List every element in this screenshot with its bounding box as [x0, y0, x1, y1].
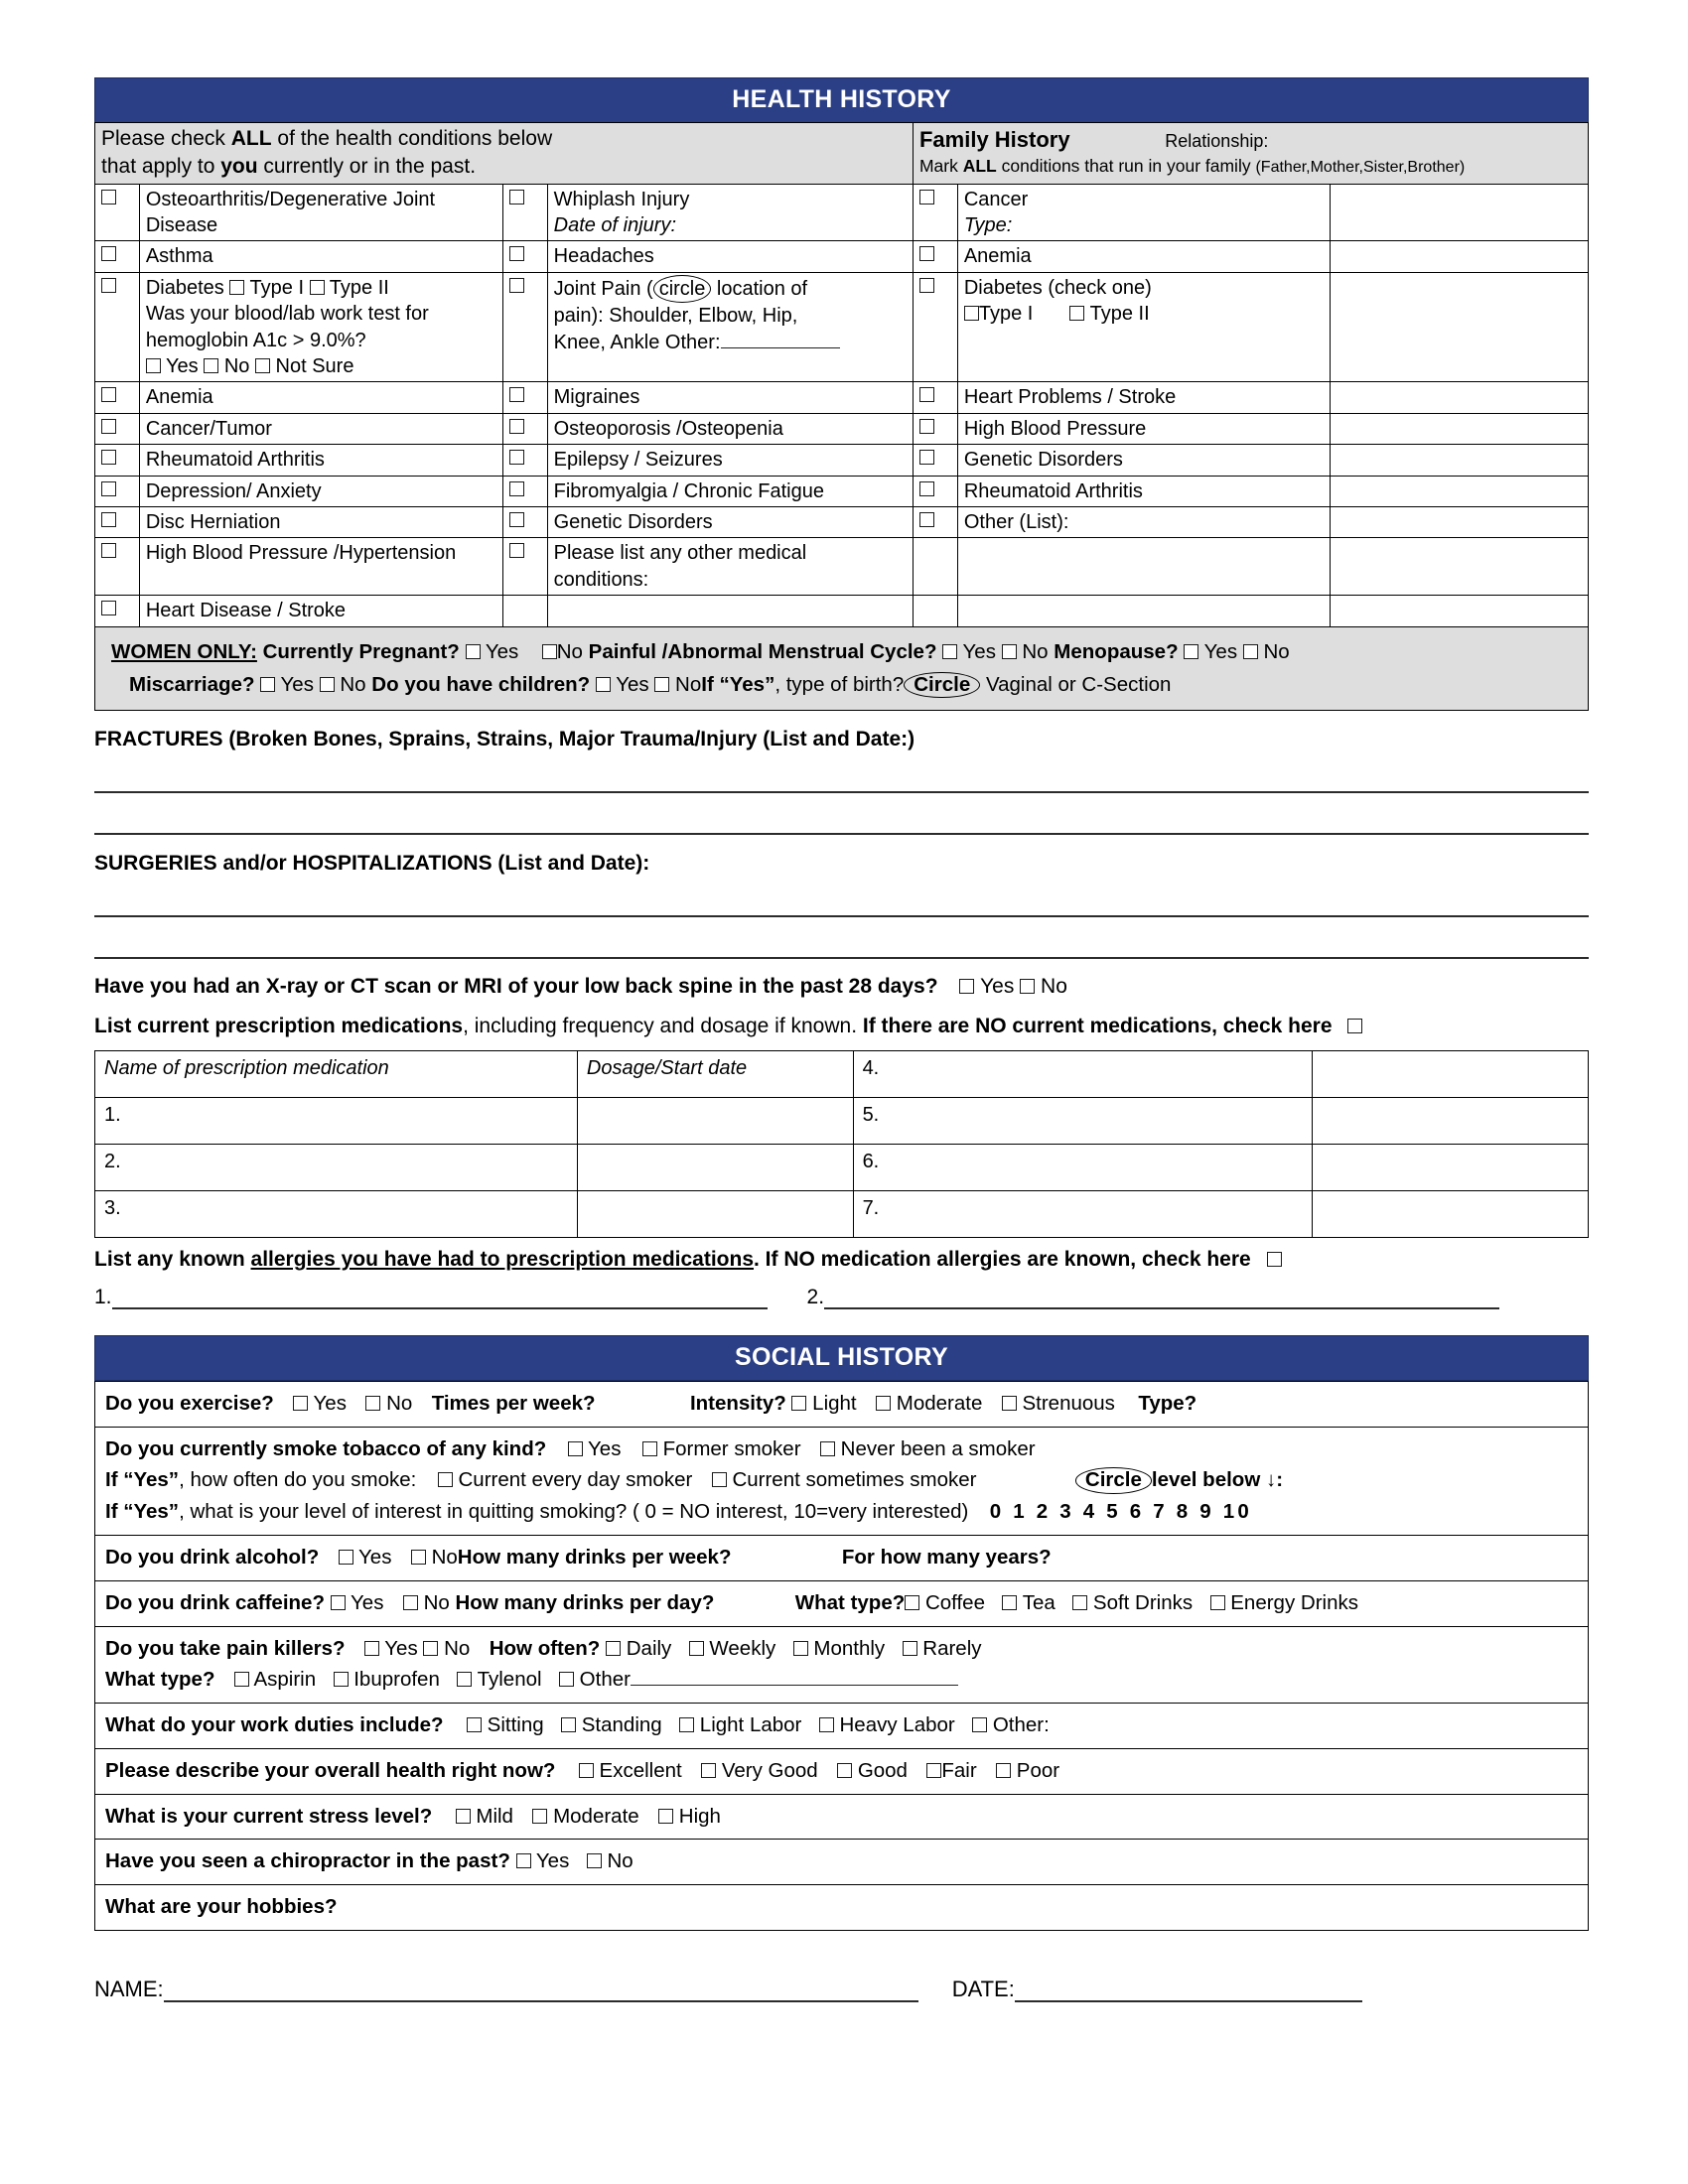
checkbox-a1c-yes[interactable]	[146, 358, 161, 373]
checkbox-icon[interactable]	[509, 481, 524, 496]
checkbox-painkillers-monthly[interactable]	[793, 1641, 808, 1656]
checkbox-xray-no[interactable]	[1020, 979, 1035, 994]
label-fam-anemia: Anemia	[957, 241, 1330, 272]
checkbox-painkillers-other[interactable]	[559, 1672, 574, 1687]
social-row-alcohol	[95, 1536, 1589, 1581]
painkillers-other-input[interactable]	[631, 1669, 958, 1686]
fractures-line-1[interactable]	[94, 763, 1589, 793]
label-self-disc: Disc Herniation	[139, 506, 502, 537]
painkillers-cell	[95, 1626, 1589, 1704]
checkbox-icon[interactable]	[919, 512, 934, 527]
relationship-input-cancer[interactable]	[1331, 184, 1589, 241]
checkbox-health-poor[interactable]	[996, 1763, 1011, 1778]
label-mid-genetic: Genetic Disorders	[547, 506, 913, 537]
label-fam-cancer: Cancer Type:	[957, 184, 1330, 241]
condition-row	[95, 184, 1589, 241]
allergies-row: List any known allergies you have had to prescription medications. If NO medication allergies are known, check here	[94, 1248, 1589, 1272]
checkbox-work-sitting[interactable]	[467, 1717, 482, 1732]
checkbox-caffeine-tea[interactable]	[1002, 1595, 1017, 1610]
label-self-diabetes: Diabetes Type I Type II Was your blood/lab work test for hemoglobin A1c > 9.0%? Yes No Not Sure	[139, 272, 502, 382]
medication-row-5[interactable]: 5.	[853, 1097, 1313, 1144]
label-mid-fibromyalgia: Fibromyalgia / Chronic Fatigue	[547, 476, 913, 506]
medications-table	[94, 1050, 1589, 1238]
circle-annotation: Circle	[1075, 1467, 1152, 1494]
name-input[interactable]	[164, 1980, 918, 2002]
circle-annotation: Circle	[904, 672, 980, 699]
intensity-label: Intensity?	[689, 1391, 786, 1415]
label-self-ra: Rheumatoid Arthritis	[139, 445, 502, 476]
checkbox-icon[interactable]	[101, 512, 116, 527]
checkbox-children-no[interactable]	[654, 677, 669, 692]
checkbox-icon[interactable]	[101, 481, 116, 496]
checkbox-mid-epilepsy[interactable]	[502, 445, 547, 476]
self-instruction-line1: Please check ALL of the health conditions below	[101, 127, 553, 150]
checkbox-alcohol-yes[interactable]	[339, 1550, 353, 1565]
checkbox-a1c-no[interactable]	[204, 358, 218, 373]
checkbox-exercise-yes[interactable]	[293, 1396, 308, 1411]
surgeries-line-2[interactable]	[94, 929, 1589, 959]
condition-row	[95, 596, 1589, 626]
checkbox-painkillers-ibuprofen[interactable]	[334, 1672, 349, 1687]
checkbox-intensity-strenuous[interactable]	[1002, 1396, 1017, 1411]
table-row	[95, 1190, 1589, 1237]
checkbox-smoke-everyday[interactable]	[438, 1472, 453, 1487]
medication-dosage-6[interactable]	[1313, 1144, 1589, 1190]
checkbox-mid-whiplash[interactable]	[502, 184, 547, 241]
checkbox-intensity-moderate[interactable]	[876, 1396, 891, 1411]
drinks-per-day-label: How many drinks per day?	[455, 1590, 715, 1614]
medication-dosage-5[interactable]	[1313, 1097, 1589, 1144]
checkbox-painkillers-yes[interactable]	[364, 1641, 379, 1656]
checkbox-fam-genetic[interactable]	[913, 445, 957, 476]
checkbox-icon[interactable]	[101, 450, 116, 465]
checkbox-icon[interactable]	[919, 419, 934, 434]
hobbies-question: What are your hobbies?	[105, 1895, 338, 1919]
condition-row	[95, 241, 1589, 272]
birth-options: Vaginal or C-Section	[985, 672, 1172, 696]
circle-annotation: circle	[653, 275, 712, 303]
empty-cell	[1331, 596, 1589, 626]
checkbox-stress-moderate[interactable]	[532, 1809, 547, 1824]
checkbox-self-diabetes[interactable]	[95, 272, 140, 382]
medications-header-row	[95, 1050, 1589, 1097]
relationship-input-heart[interactable]	[1331, 382, 1589, 413]
painkillers-line2: What type? Aspirin Ibuprofen Tylenol Other	[105, 1664, 1578, 1696]
how-often-label: How often?	[489, 1636, 601, 1660]
work-cell: What do your work duties include? Sitting Standing Light Labor Heavy Labor Other:	[95, 1704, 1589, 1749]
checkbox-intensity-light[interactable]	[791, 1396, 806, 1411]
checkbox-no-medications[interactable]	[1347, 1019, 1362, 1033]
health-conditions-table	[94, 122, 1589, 627]
medications-intro-bold: List current prescription medications	[94, 1014, 464, 1037]
self-instruction-line2: that apply to you currently or in the past.	[101, 155, 477, 179]
menstrual-question: Painful /Abnormal Menstrual Cycle?	[588, 639, 937, 663]
date-of-injury-label: Date of injury:	[553, 214, 677, 237]
allergies-input-row	[94, 1286, 1589, 1309]
checkbox-fam-hbp[interactable]	[913, 413, 957, 444]
label-mid-whiplash: Whiplash Injury Date of injury:	[547, 184, 913, 241]
hobbies-cell[interactable]	[95, 1885, 1589, 1931]
xray-question: Have you had an X-ray or CT scan or MRI of your low back spine in the past 28 days?	[94, 974, 938, 998]
family-instruction-cell	[913, 123, 1588, 185]
family-history-title: Family History	[918, 127, 1070, 152]
checkbox-mid-fibromyalgia[interactable]	[502, 476, 547, 506]
chiropractor-question: Have you seen a chiropractor in the past?	[105, 1849, 510, 1873]
self-instruction-cell	[95, 123, 914, 185]
quit-interest-scale[interactable]: 0 1 2 3 4 5 6 7 8 9 10	[989, 1500, 1252, 1524]
checkbox-icon[interactable]	[509, 278, 524, 293]
label-fam-ra: Rheumatoid Arthritis	[957, 476, 1330, 506]
checkbox-health-verygood[interactable]	[701, 1763, 716, 1778]
medication-name-header: Name of prescription medication	[95, 1050, 578, 1097]
exercise-question: Do you exercise?	[105, 1391, 274, 1415]
checkbox-icon[interactable]	[101, 387, 116, 402]
checkbox-mid-osteoporosis[interactable]	[502, 413, 547, 444]
checkbox-self-cancer[interactable]	[95, 413, 140, 444]
table-row	[95, 1097, 1589, 1144]
empty-cell	[957, 538, 1330, 596]
footer-row	[94, 1977, 1589, 2002]
label-self-asthma: Asthma	[139, 241, 502, 272]
checkbox-pregnant-no[interactable]	[542, 644, 557, 659]
checkbox-icon[interactable]	[919, 450, 934, 465]
checkbox-stress-high[interactable]	[658, 1809, 673, 1824]
condition-row	[95, 538, 1589, 596]
social-row-hobbies	[95, 1885, 1589, 1931]
medication-row-6[interactable]: 6.	[853, 1144, 1313, 1190]
condition-row	[95, 382, 1589, 413]
checkbox-work-other[interactable]	[972, 1717, 987, 1732]
checkbox-health-excellent[interactable]	[579, 1763, 594, 1778]
date-input[interactable]	[1015, 1980, 1362, 2002]
alcohol-question: Do you drink alcohol?	[105, 1546, 320, 1570]
checkbox-painkillers-rarely[interactable]	[903, 1641, 917, 1656]
social-row-work	[95, 1704, 1589, 1749]
checkbox-mid-migraines[interactable]	[502, 382, 547, 413]
checkbox-self-diabetes-type2[interactable]	[310, 280, 325, 295]
checkbox-mid-headaches[interactable]	[502, 241, 547, 272]
checkbox-work-heavy[interactable]	[819, 1717, 834, 1732]
medication-dosage-7[interactable]	[1313, 1190, 1589, 1237]
stress-cell: What is your current stress level? Mild Moderate High	[95, 1794, 1589, 1840]
checkbox-children-yes[interactable]	[596, 677, 611, 692]
label-mid-migraines: Migraines	[547, 382, 913, 413]
medication-row-2[interactable]: 2.	[95, 1144, 578, 1190]
checkbox-self-disc[interactable]	[95, 506, 140, 537]
relationship-input-other[interactable]	[1331, 506, 1589, 537]
overall-health-question: Please describe your overall health right now?	[105, 1758, 556, 1782]
social-row-smoking	[95, 1427, 1589, 1535]
painkillers-question: Do you take pain killers?	[105, 1636, 346, 1660]
checkbox-mid-genetic[interactable]	[502, 506, 547, 537]
table-row	[95, 1144, 1589, 1190]
empty-cell	[1331, 538, 1589, 596]
smoking-line3: If “Yes”, what is your level of interest in quitting smoking? ( 0 = NO interest, 10=very interested) 0 1 2 3 4 5 6 7 8 9 10	[105, 1500, 1252, 1524]
checkbox-icon[interactable]	[509, 512, 524, 527]
allergies-underlined: allergies you have had to prescription medications	[250, 1247, 755, 1271]
condition-row	[95, 506, 1589, 537]
checkbox-painkillers-weekly[interactable]	[689, 1641, 704, 1656]
checkbox-self-heartdisease[interactable]	[95, 596, 140, 626]
label-self-depression: Depression/ Anxiety	[139, 476, 502, 506]
allergy-1-label: 1.	[94, 1285, 112, 1308]
checkbox-fam-diabetes-type2[interactable]	[1069, 306, 1084, 321]
relationship-input-diabetes[interactable]	[1331, 272, 1589, 382]
label-fam-diabetes: Diabetes (check one) Type I Type II	[957, 272, 1330, 382]
social-history-banner: SOCIAL HISTORY	[94, 1335, 1589, 1381]
checkbox-alcohol-no[interactable]	[411, 1550, 426, 1565]
medication-row-1[interactable]: 1.	[95, 1097, 578, 1144]
checkbox-a1c-notsure[interactable]	[255, 358, 270, 373]
checkbox-fam-diabetes[interactable]	[913, 272, 957, 382]
checkbox-menstrual-yes[interactable]	[942, 644, 957, 659]
fractures-label: FRACTURES (Broken Bones, Sprains, Strains, Major Trauma/Injury (List and Date:)	[94, 727, 915, 751]
checkbox-mid-jointpain[interactable]	[502, 272, 547, 382]
family-subtext: Mark ALL conditions that run in your family (Father,Mother,Sister,Brother)	[918, 156, 1466, 177]
checkbox-painkillers-daily[interactable]	[606, 1641, 621, 1656]
work-question: What do your work duties include?	[105, 1713, 444, 1737]
checkbox-painkillers-no[interactable]	[423, 1641, 438, 1656]
label-self-anemia: Anemia	[139, 382, 502, 413]
empty-cell	[547, 596, 913, 626]
drinks-per-week-label: How many drinks per week?	[457, 1546, 732, 1570]
checkbox-self-diabetes-type1[interactable]	[229, 280, 244, 295]
label-self-cancer: Cancer/Tumor	[139, 413, 502, 444]
label-self-osteoarthritis: Osteoarthritis/Degenerative Joint Disease	[139, 184, 502, 241]
medication-dosage-header: Dosage/Start date	[577, 1050, 853, 1097]
if-yes-label: If “Yes”	[701, 672, 775, 696]
label-mid-osteoporosis: Osteoporosis /Osteopenia	[547, 413, 913, 444]
allergy-2-label: 2.	[806, 1285, 825, 1308]
exercise-cell: Do you exercise? Yes No Times per week? Intensity? Light Moderate Strenuous Type?	[95, 1381, 1589, 1427]
allergy-1-input[interactable]	[112, 1288, 768, 1309]
checkbox-icon[interactable]	[101, 419, 116, 434]
relationship-label: Relationship:	[1165, 131, 1269, 151]
social-row-exercise	[95, 1381, 1589, 1427]
surgeries-line-1[interactable]	[94, 887, 1589, 917]
checkbox-smoke-never[interactable]	[820, 1441, 835, 1456]
checkbox-icon[interactable]	[101, 190, 116, 205]
painkiller-type-label: What type?	[105, 1668, 215, 1692]
surgeries-label: SURGERIES and/or HOSPITALIZATIONS (List and Date):	[94, 851, 650, 875]
checkbox-self-anemia[interactable]	[95, 382, 140, 413]
checkbox-icon[interactable]	[101, 601, 116, 615]
condition-row	[95, 476, 1589, 506]
smoke-question: Do you currently smoke tobacco of any kind?	[105, 1436, 547, 1460]
social-row-overall-health	[95, 1748, 1589, 1794]
xray-question-row: Have you had an X-ray or CT scan or MRI of your low back spine in the past 28 days? Yes No	[94, 974, 1067, 998]
joint-pain-other-input[interactable]	[721, 332, 840, 348]
condition-row	[95, 445, 1589, 476]
chiropractor-cell: Have you seen a chiropractor in the past? Yes No	[95, 1840, 1589, 1885]
checkbox-self-asthma[interactable]	[95, 241, 140, 272]
label-fam-heart: Heart Problems / Stroke	[957, 382, 1330, 413]
medication-dosage-2[interactable]	[577, 1144, 853, 1190]
label-mid-epilepsy: Epilepsy / Seizures	[547, 445, 913, 476]
checkbox-painkillers-tylenol[interactable]	[457, 1672, 472, 1687]
overall-health-cell: Please describe your overall health right now? Excellent Very Good Good Fair Poor	[95, 1748, 1589, 1794]
empty-cell	[502, 596, 547, 626]
alcohol-cell: Do you drink alcohol? Yes NoHow many drinks per week? For how many years?	[95, 1536, 1589, 1581]
checkbox-icon[interactable]	[509, 450, 524, 465]
label-self-heartdisease: Heart Disease / Stroke	[139, 596, 502, 626]
checkbox-menopause-no[interactable]	[1243, 644, 1258, 659]
health-history-banner: HEALTH HISTORY	[94, 77, 1589, 122]
empty-cell	[913, 538, 957, 596]
checkbox-icon[interactable]	[509, 387, 524, 402]
women-only-line2: Miscarriage? Yes No Do you have children? Yes NoIf “Yes”, type of birth? Circle Vaginal or C-Section	[111, 668, 1574, 701]
name-label: NAME:	[94, 1976, 164, 2001]
checkbox-icon[interactable]	[919, 246, 934, 261]
checkbox-caffeine-no[interactable]	[403, 1595, 418, 1610]
checkbox-self-depression[interactable]	[95, 476, 140, 506]
social-row-painkillers	[95, 1626, 1589, 1704]
cancer-type-label: Type:	[963, 214, 1013, 237]
social-row-chiropractor	[95, 1840, 1589, 1885]
checkbox-fam-anemia[interactable]	[913, 241, 957, 272]
label-self-hbp: High Blood Pressure /Hypertension	[139, 538, 502, 596]
checkbox-icon[interactable]	[509, 246, 524, 261]
label-fam-hbp: High Blood Pressure	[957, 413, 1330, 444]
checkbox-exercise-no[interactable]	[365, 1396, 380, 1411]
caffeine-question: Do you drink caffeine?	[105, 1590, 325, 1614]
checkbox-caffeine-yes[interactable]	[331, 1595, 346, 1610]
women-only-line1: WOMEN ONLY: Currently Pregnant? Yes No Painful /Abnormal Menstrual Cycle? Yes No Menopause? Yes No	[111, 639, 1290, 663]
checkbox-icon[interactable]	[509, 419, 524, 434]
checkbox-work-light[interactable]	[679, 1717, 694, 1732]
checkbox-mid-othercond[interactable]	[502, 538, 547, 596]
checkbox-icon[interactable]	[919, 278, 934, 293]
checkbox-pregnant-yes[interactable]	[466, 644, 481, 659]
smoking-line1: Do you currently smoke tobacco of any kind? Yes Former smoker Never been a smoker	[105, 1436, 1036, 1460]
empty-cell	[957, 596, 1330, 626]
label-mid-headaches: Headaches	[547, 241, 913, 272]
stress-question: What is your current stress level?	[105, 1804, 433, 1828]
women-only-section	[94, 627, 1589, 711]
pregnant-question: Currently Pregnant?	[262, 639, 460, 663]
checkbox-work-standing[interactable]	[561, 1717, 576, 1732]
menopause-question: Menopause?	[1054, 639, 1179, 663]
checkbox-icon[interactable]	[101, 278, 116, 293]
medications-intro-row: List current prescription medications, including frequency and dosage if known. If there are NO current medications, check here	[94, 1015, 1589, 1038]
checkbox-caffeine-energy[interactable]	[1210, 1595, 1225, 1610]
checkbox-fam-other[interactable]	[913, 506, 957, 537]
checkbox-chiropractor-yes[interactable]	[516, 1853, 531, 1868]
medication-dosage-1[interactable]	[577, 1097, 853, 1144]
checkbox-stress-mild[interactable]	[456, 1809, 471, 1824]
smoking-line2: If “Yes”, how often do you smoke: Current every day smoker Current sometimes smoker Circle level below ↓:	[105, 1464, 1578, 1496]
checkbox-icon[interactable]	[101, 543, 116, 558]
checkbox-self-ra[interactable]	[95, 445, 140, 476]
checkbox-smoke-former[interactable]	[642, 1441, 657, 1456]
checkbox-miscarriage-yes[interactable]	[260, 677, 275, 692]
checkbox-self-osteoarthritis[interactable]	[95, 184, 140, 241]
checkbox-menstrual-no[interactable]	[1002, 644, 1017, 659]
checkbox-health-good[interactable]	[837, 1763, 852, 1778]
checkbox-no-allergies[interactable]	[1267, 1252, 1282, 1267]
medication-row-4[interactable]: 4.	[853, 1050, 1313, 1097]
label-mid-jointpain: Joint Pain ( circle location of pain): Shoulder, Elbow, Hip, Knee, Ankle Other:	[547, 272, 913, 382]
medication-row-3[interactable]: 3.	[95, 1190, 578, 1237]
social-row-stress	[95, 1794, 1589, 1840]
label-mid-othercond: Please list any other medical conditions:	[547, 538, 913, 596]
checkbox-health-fair[interactable]	[926, 1763, 941, 1778]
checkbox-icon[interactable]	[101, 246, 116, 261]
date-label: DATE:	[951, 1976, 1015, 2001]
checkbox-fam-cancer[interactable]	[913, 184, 957, 241]
caffeine-cell: Do you drink caffeine? Yes No How many drinks per day? What type? Coffee Tea Soft Drinks Energy Drinks	[95, 1580, 1589, 1626]
checkbox-icon[interactable]	[919, 190, 934, 205]
checkbox-painkillers-aspirin[interactable]	[234, 1672, 249, 1687]
allergy-2-input[interactable]	[824, 1288, 1499, 1309]
checkbox-fam-ra[interactable]	[913, 476, 957, 506]
checkbox-smoke-sometimes[interactable]	[712, 1472, 727, 1487]
relationship-input-anemia[interactable]	[1331, 241, 1589, 272]
relationship-input-hbp[interactable]	[1331, 413, 1589, 444]
checkbox-caffeine-soft[interactable]	[1072, 1595, 1087, 1610]
checkbox-caffeine-coffee[interactable]	[905, 1595, 919, 1610]
miscarriage-question: Miscarriage?	[129, 672, 255, 696]
checkbox-fam-heart[interactable]	[913, 382, 957, 413]
medications-intro-bold2: If there are NO current medications, check here	[862, 1014, 1333, 1037]
painkillers-line1: Do you take pain killers? Yes No How often? Daily Weekly Monthly Rarely	[105, 1636, 982, 1660]
checkbox-self-hbp[interactable]	[95, 538, 140, 596]
checkbox-icon[interactable]	[509, 543, 524, 558]
label-fam-genetic: Genetic Disorders	[957, 445, 1330, 476]
relationship-input-ra[interactable]	[1331, 476, 1589, 506]
medication-row-7[interactable]: 7.	[853, 1190, 1313, 1237]
condition-row	[95, 413, 1589, 444]
social-history-table	[94, 1381, 1589, 1931]
label-fam-other: Other (List):	[957, 506, 1330, 537]
times-per-week-label: Times per week?	[431, 1391, 596, 1415]
checkbox-smoke-yes[interactable]	[568, 1441, 583, 1456]
social-row-caffeine	[95, 1580, 1589, 1626]
checkbox-xray-yes[interactable]	[959, 979, 974, 994]
exercise-type-label: Type?	[1138, 1391, 1197, 1415]
fractures-line-2[interactable]	[94, 805, 1589, 835]
medication-dosage-4[interactable]	[1313, 1050, 1589, 1097]
conditions-header-row	[95, 123, 1589, 185]
medication-dosage-3[interactable]	[577, 1190, 853, 1237]
checkbox-menopause-yes[interactable]	[1184, 644, 1198, 659]
condition-row	[95, 272, 1589, 382]
checkbox-icon[interactable]	[919, 481, 934, 496]
checkbox-icon[interactable]	[919, 387, 934, 402]
caffeine-type-label: What type?	[794, 1590, 906, 1614]
relationship-input-genetic[interactable]	[1331, 445, 1589, 476]
checkbox-miscarriage-no[interactable]	[320, 677, 335, 692]
smoking-cell	[95, 1427, 1589, 1535]
family-title-row	[919, 129, 1268, 152]
checkbox-icon[interactable]	[509, 190, 524, 205]
alcohol-years-label: For how many years?	[841, 1546, 1052, 1570]
checkbox-chiropractor-no[interactable]	[587, 1853, 602, 1868]
women-only-label: WOMEN ONLY:	[111, 639, 257, 663]
empty-cell	[913, 596, 957, 626]
children-question: Do you have children?	[371, 672, 591, 696]
checkbox-fam-diabetes-type1[interactable]	[964, 306, 979, 321]
circle-level-label: level below ↓:	[1151, 1468, 1284, 1492]
